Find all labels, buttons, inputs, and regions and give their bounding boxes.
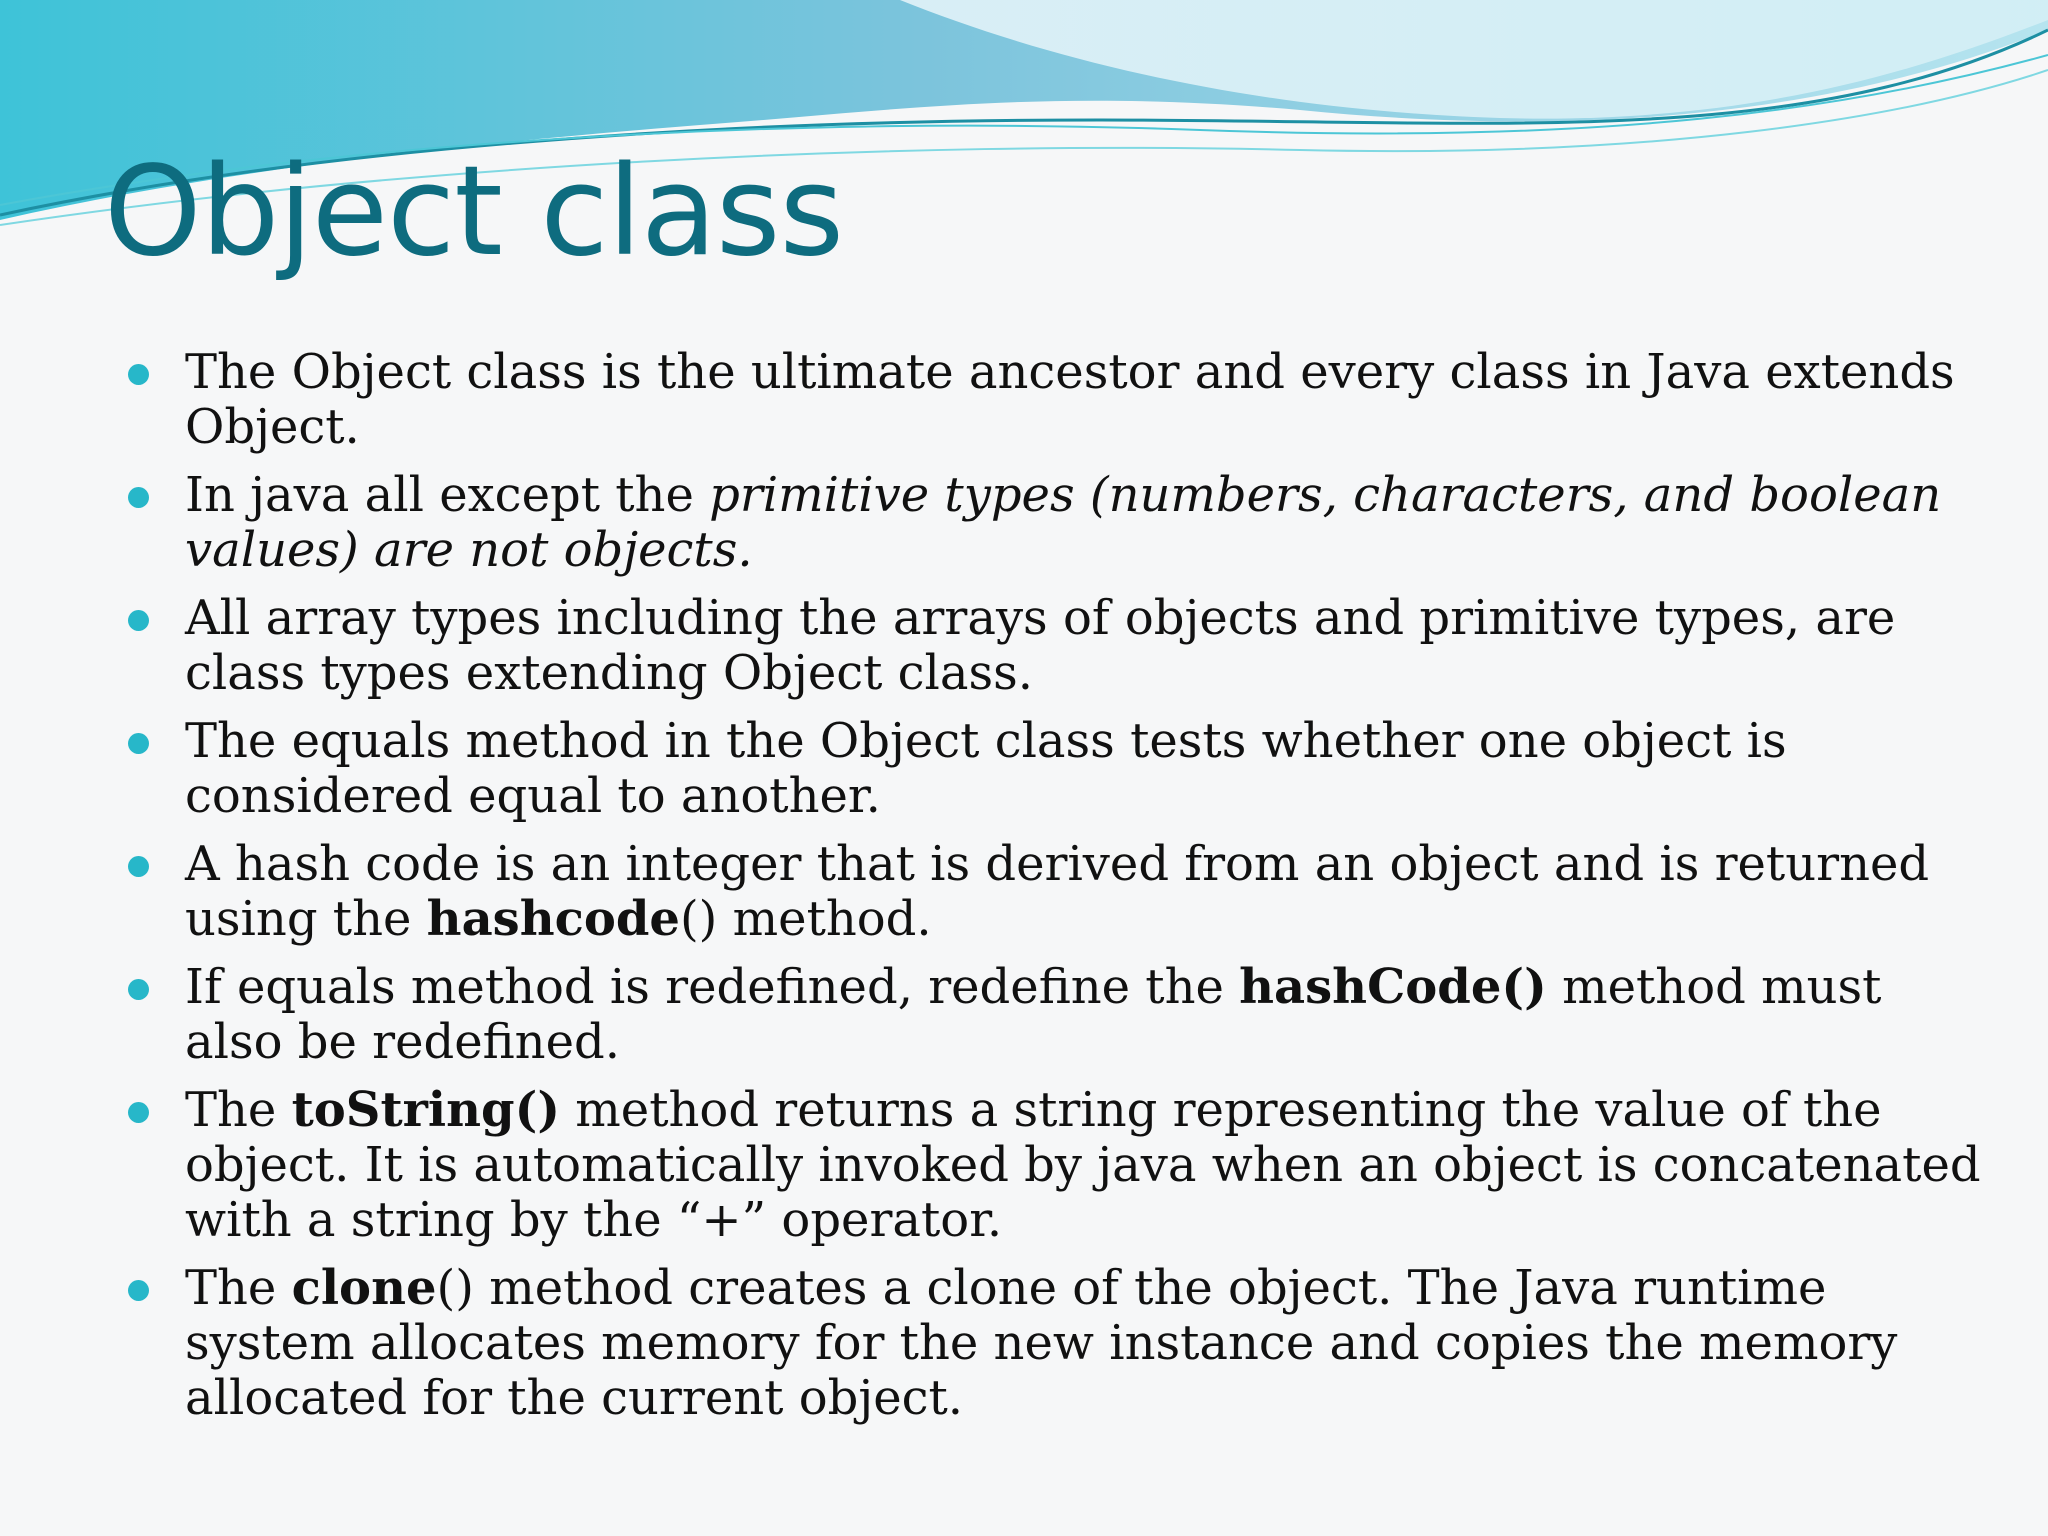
bullet-item bbox=[0, 591, 2048, 701]
bullet-text-bold: clone bbox=[291, 1260, 437, 1316]
bullet-text-bold: toString() bbox=[291, 1082, 561, 1138]
bullet-text: The equals method in the Object class tests whether one object is considered equal to another. bbox=[185, 713, 1787, 824]
bullet-item bbox=[0, 960, 2048, 1070]
bullet-item bbox=[0, 714, 2048, 824]
bullet-dot-icon bbox=[128, 1102, 149, 1123]
bullet-item bbox=[0, 1261, 2048, 1426]
bullet-dot-icon bbox=[128, 733, 149, 754]
bullet-list bbox=[0, 345, 2048, 1439]
bullet-text: All array types including the arrays of objects and primitive types, are class types extending Object class. bbox=[185, 590, 1896, 701]
bullet-dot-icon bbox=[128, 1280, 149, 1301]
bullet-text: The bbox=[185, 1260, 292, 1316]
bullet-text-bold: hashCode() bbox=[1239, 959, 1547, 1015]
bullet-item bbox=[0, 837, 2048, 947]
bullet-text: method returns a string representing the value of the object. It is automatically invoked by java when an object is concatenated with a string by the “+” operator. bbox=[185, 1082, 1981, 1248]
bullet-text-bold: hashcode bbox=[426, 891, 680, 947]
bullet-text: If equals method is redefined, redefine the bbox=[185, 959, 1240, 1015]
bullet-item bbox=[0, 345, 2048, 455]
bullet-text: A hash code is an integer that is derived from an object and is returned using the bbox=[185, 836, 1930, 947]
bullet-dot-icon bbox=[128, 856, 149, 877]
bullet-item bbox=[0, 1083, 2048, 1248]
slide-title: Object class bbox=[104, 140, 844, 284]
bullet-text: The Object class is the ultimate ancestor and every class in Java extends Object. bbox=[185, 344, 1955, 455]
bullet-dot-icon bbox=[128, 364, 149, 385]
bullet-text-italic: primitive types (numbers, characters, and boolean values) are not objects. bbox=[185, 467, 1942, 578]
bullet-dot-icon bbox=[128, 487, 149, 508]
bullet-dot-icon bbox=[128, 979, 149, 1000]
bullet-text: () method. bbox=[679, 891, 932, 947]
bullet-text: () method creates a clone of the object. The Java runtime system allocates memory for the new instance and copies the memory allocated for the current object. bbox=[185, 1260, 1898, 1426]
bullet-text: In java all except the bbox=[185, 467, 710, 523]
bullet-text: The bbox=[185, 1082, 292, 1138]
bullet-item bbox=[0, 468, 2048, 578]
bullet-dot-icon bbox=[128, 610, 149, 631]
bullet-text: method must also be redefined. bbox=[185, 959, 1882, 1070]
